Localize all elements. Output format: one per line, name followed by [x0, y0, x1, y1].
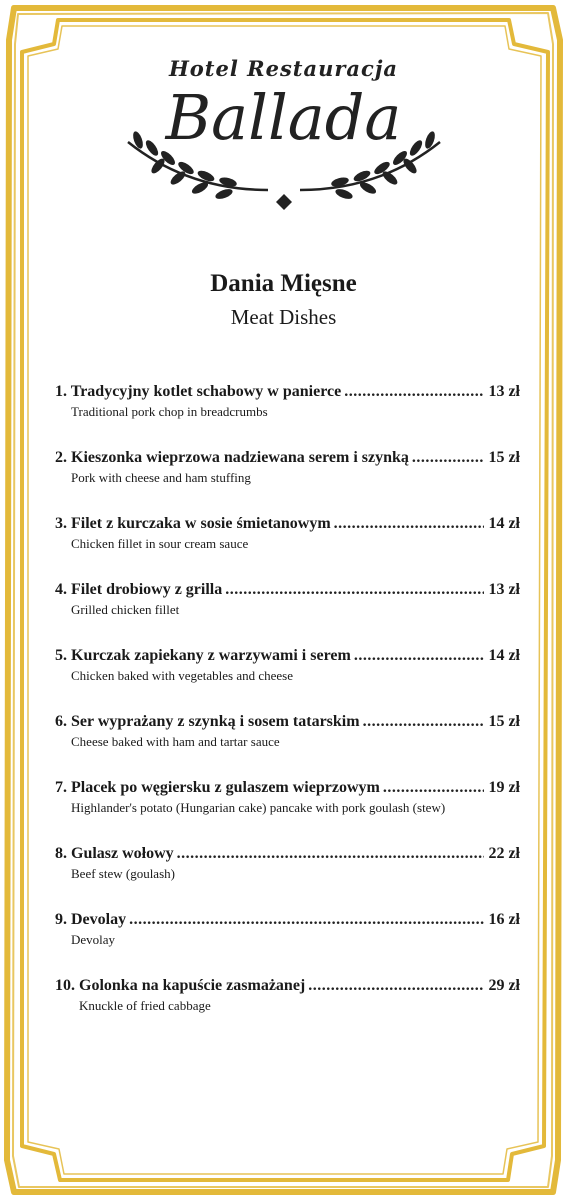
dish-price: 15 zł [488, 449, 520, 466]
dish-english-name: Devolay [71, 932, 116, 947]
dot-leader [383, 778, 485, 798]
menu-item [55, 646, 520, 712]
dish-name: 8. Gulasz wołowy [55, 845, 174, 862]
dot-leader [334, 514, 485, 534]
dish-name: 5. Kurczak zapiekany z warzywami i serem [55, 647, 351, 664]
dish-name: 3. Filet z kurczaka w sosie śmietanowym [55, 515, 331, 532]
dish-english-name: Grilled chicken fillet [71, 602, 180, 617]
menu-item [55, 514, 520, 580]
dish-price: 22 zł [488, 845, 520, 862]
dot-leader [354, 646, 485, 666]
menu-item [55, 910, 520, 976]
hotel-restaurant-label: Hotel Restauracja [168, 56, 399, 81]
menu-item [55, 448, 520, 514]
menu-item [55, 844, 520, 910]
dish-english-name: Cheese baked with ham and tartar sauce [71, 734, 280, 749]
dish-name: 4. Filet drobiowy z grilla [55, 581, 223, 598]
section-title: Dania Mięsne [210, 270, 357, 297]
brand-name: Ballada [165, 81, 402, 154]
dot-leader [363, 712, 485, 732]
dish-english-name: Knuckle of fried cabbage [79, 998, 211, 1013]
menu-item [55, 382, 520, 448]
dish-english-name: Pork with cheese and ham stuffing [71, 470, 251, 485]
section-subtitle: Meat Dishes [230, 305, 337, 329]
dish-english-name: Chicken baked with vegetables and cheese [71, 668, 293, 683]
dot-leader [129, 910, 484, 930]
dot-leader [177, 844, 485, 864]
dish-price: 19 zł [488, 779, 520, 796]
dish-name: 9. Devolay [55, 911, 127, 928]
dish-english-name: Traditional pork chop in breadcrumbs [71, 404, 268, 419]
menu-item [55, 580, 520, 646]
dish-price: 13 zł [488, 383, 520, 400]
dish-english-name: Highlander's potato (Hungarian cake) pancake with pork goulash (stew) [71, 800, 446, 815]
dish-price: 16 zł [488, 911, 520, 928]
dot-leader [412, 448, 485, 468]
dish-name: 1. Tradycyjny kotlet schabowy w panierce [55, 383, 342, 400]
dot-leader [344, 382, 484, 402]
laurel-ornament-icon [118, 128, 450, 212]
dish-name: 7. Placek po węgiersku z gulaszem wieprzowym [55, 779, 380, 796]
dot-leader [225, 580, 484, 600]
dish-name: 6. Ser wyprażany z szynką i sosem tatarskim [55, 713, 360, 730]
dish-english-name: Chicken fillet in sour cream sauce [71, 536, 249, 551]
dish-price: 14 zł [488, 515, 520, 532]
dish-name: 10. Golonka na kapuście zasmażanej [55, 977, 306, 994]
dish-english-name: Beef stew (goulash) [71, 866, 175, 881]
dish-price: 14 zł [488, 647, 520, 664]
dot-leader [308, 976, 484, 996]
dish-price: 15 zł [488, 713, 520, 730]
menu-item [55, 976, 520, 1042]
menu-list [55, 382, 520, 1042]
dish-price: 29 zł [488, 977, 520, 994]
menu-item [55, 712, 520, 778]
menu-item [55, 778, 520, 844]
dish-price: 13 zł [488, 581, 520, 598]
dish-name: 2. Kieszonka wieprzowa nadziewana serem i szynką [55, 449, 409, 466]
